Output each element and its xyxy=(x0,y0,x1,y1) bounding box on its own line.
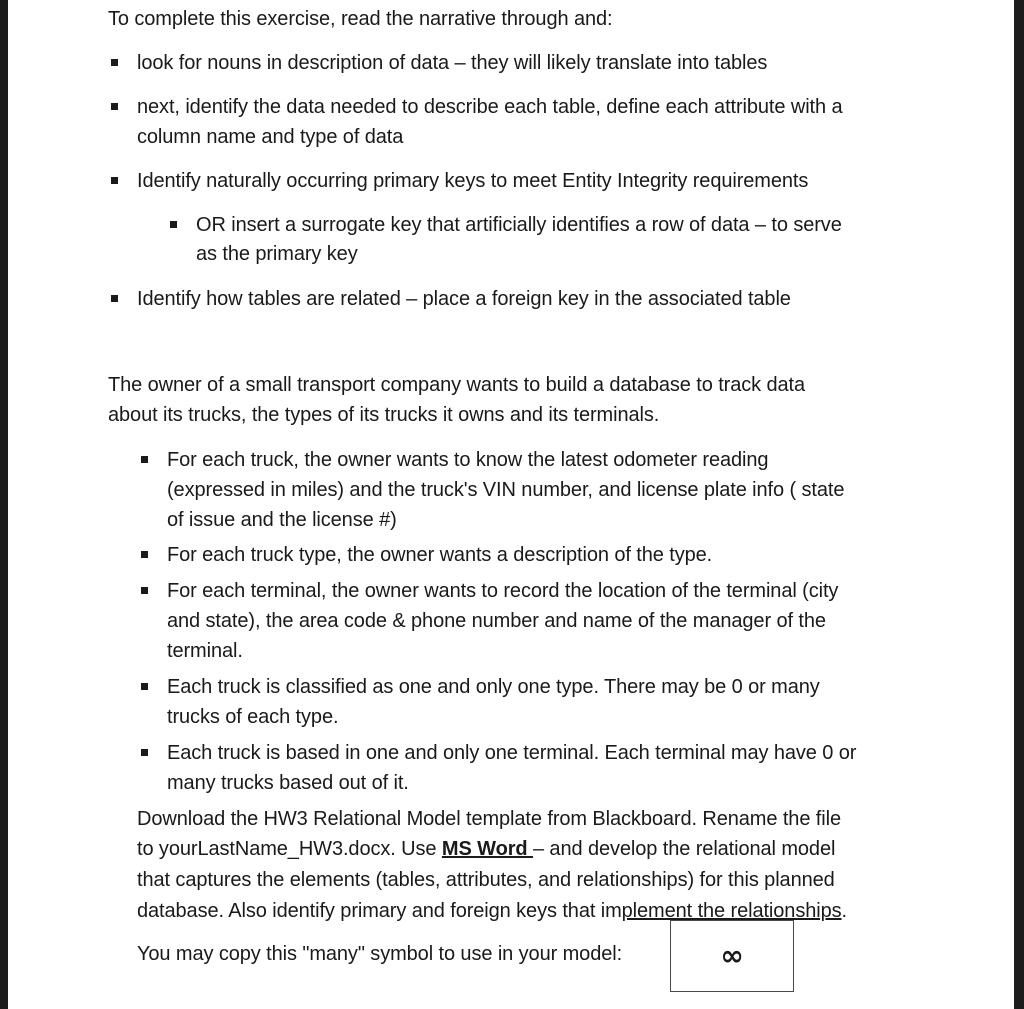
bullet-icon xyxy=(111,103,118,110)
assignment-text xyxy=(137,834,835,864)
requirement-item: For each truck type, the owner wants a description of the type. xyxy=(167,544,713,566)
instruction-substep: OR insert a surrogate key that artificially identifies a row of data – to serve xyxy=(196,214,842,236)
bullet-icon xyxy=(111,177,118,184)
requirement-item: Each truck is based in one and only one terminal. Each terminal may have 0 or xyxy=(167,742,857,764)
many-symbol-box[interactable] xyxy=(670,920,794,992)
requirement-item-continued: terminal. xyxy=(167,640,243,662)
instruction-step: Identify naturally occurring primary keys to meet Entity Integrity requirements xyxy=(137,170,809,192)
requirement-item: For each truck, the owner wants to know the latest odometer reading xyxy=(167,449,769,471)
assignment-text-segment: – and develop the relational model xyxy=(532,838,836,860)
bullet-icon xyxy=(111,295,118,302)
bullet-icon xyxy=(141,456,148,463)
instruction-step: look for nouns in description of data – they will likely translate into tables xyxy=(137,52,768,74)
requirement-item-continued: and state), the area code & phone number and name of the manager of the xyxy=(167,610,826,632)
instructions-intro: To complete this exercise, read the narrative through and: xyxy=(108,8,613,30)
requirement-item: For each terminal, the owner wants to record the location of the terminal (city xyxy=(167,580,839,602)
instruction-step: next, identify the data needed to describe each table, define each attribute with a xyxy=(137,96,843,118)
bullet-icon xyxy=(141,551,148,558)
assignment-text: that captures the elements (tables, attributes, and relationships) for this planned xyxy=(137,869,835,891)
assignment-text-segment: . xyxy=(841,900,847,922)
assignment-text-segment: database. Also identify primary and foreign keys that im xyxy=(137,900,622,922)
bullet-icon xyxy=(111,59,118,66)
assignment-text-underlined: plement the relationships xyxy=(621,900,842,922)
assignment-text-segment: to yourLastName_HW3.docx. Use xyxy=(137,838,442,860)
narrative-text: The owner of a small transport company wants to build a database to track data xyxy=(108,374,806,396)
bullet-icon xyxy=(170,221,177,228)
instruction-step-continued: column name and type of data xyxy=(137,126,404,148)
requirement-item-continued: (expressed in miles) and the truck's VIN number, and license plate info ( state xyxy=(167,479,845,501)
instruction-substep-continued: as the primary key xyxy=(196,243,358,265)
requirement-item-continued: trucks of each type. xyxy=(167,706,339,728)
many-symbol-label: You may copy this "many" symbol to use in your model: xyxy=(137,943,623,965)
assignment-text: Download the HW3 Relational Model template from Blackboard. Rename the file xyxy=(137,808,841,830)
bullet-icon xyxy=(141,683,148,690)
requirement-item: Each truck is classified as one and only one type. There may be 0 or many xyxy=(167,676,820,698)
bullet-icon xyxy=(141,587,148,594)
ms-word-link[interactable]: MS Word xyxy=(441,838,533,860)
bullet-icon xyxy=(141,749,148,756)
infinity-icon[interactable]: ∞ xyxy=(720,939,744,972)
narrative-text: about its trucks, the types of its trucks it owns and its terminals. xyxy=(108,404,660,426)
requirement-item-continued: of issue and the license #) xyxy=(167,509,397,531)
requirement-item-continued: many trucks based out of it. xyxy=(167,772,409,794)
instruction-step: Identify how tables are related – place a foreign key in the associated table xyxy=(137,288,791,310)
